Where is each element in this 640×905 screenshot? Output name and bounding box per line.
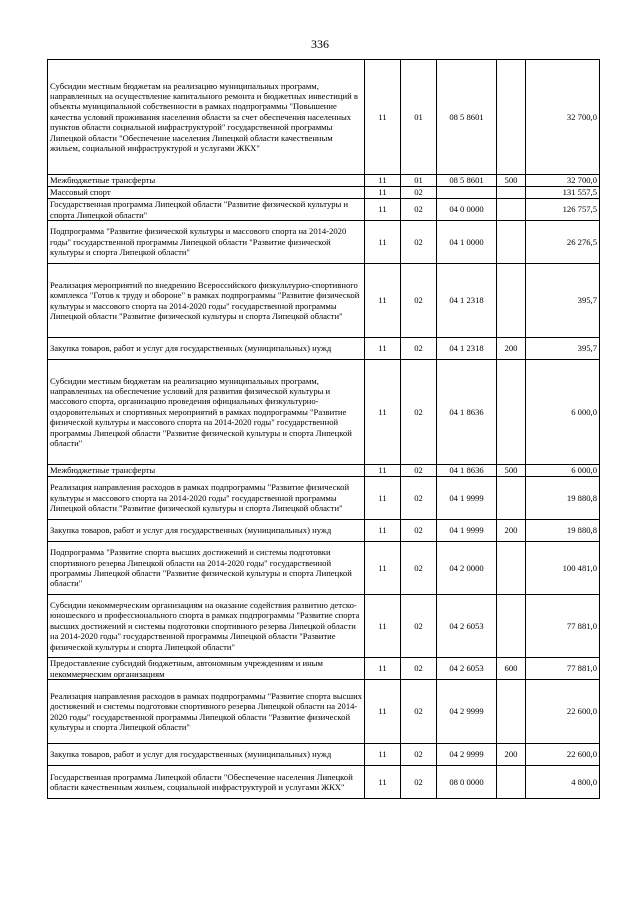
row-amount: 77 881,0 bbox=[526, 595, 600, 658]
row-section: 11 bbox=[365, 744, 401, 766]
row-name: Закупка товаров, работ и услуг для государственных (муниципальных) нужд bbox=[48, 744, 365, 766]
row-subsection: 02 bbox=[401, 465, 437, 477]
table-row bbox=[48, 542, 600, 595]
row-name: Закупка товаров, работ и услуг для государственных (муниципальных) нужд bbox=[48, 338, 365, 360]
row-amount: 6 000,0 bbox=[526, 360, 600, 465]
table-row bbox=[48, 264, 600, 338]
row-section: 11 bbox=[365, 338, 401, 360]
table-row bbox=[48, 60, 600, 175]
row-expense-type: 600 bbox=[497, 658, 526, 680]
row-amount: 126 757,5 bbox=[526, 199, 600, 221]
row-expense-type bbox=[497, 595, 526, 658]
row-expense-type: 200 bbox=[497, 338, 526, 360]
row-expense-type bbox=[497, 221, 526, 264]
table-row bbox=[48, 744, 600, 766]
row-amount: 100 481,0 bbox=[526, 542, 600, 595]
row-name: Субсидии местным бюджетам на реализацию муниципальных программ, направленных на обеспечение условий для развития физической культуры и массового спорта, организацию проведения официальных физкультурно-оздоровительных и спортивных мероприятий в рамках подпрограммы "Развитие физической культуры и массового спорта на 2014-2020 годы" государственной программы Липецкой области "Развитие физической культуры и спорта Липецкой области" bbox=[48, 360, 365, 465]
row-subsection: 02 bbox=[401, 520, 437, 542]
row-section: 11 bbox=[365, 542, 401, 595]
row-expense-type bbox=[497, 680, 526, 744]
row-expense-type bbox=[497, 60, 526, 175]
row-subsection: 02 bbox=[401, 199, 437, 221]
table-row bbox=[48, 658, 600, 680]
row-name: Межбюджетные трансферты bbox=[48, 465, 365, 477]
row-section: 11 bbox=[365, 221, 401, 264]
row-subsection: 02 bbox=[401, 264, 437, 338]
row-section: 11 bbox=[365, 187, 401, 199]
row-name: Подпрограмма "Развитие физической культуры и массового спорта на 2014-2020 годы" государственной программы Липецкой области "Развитие физической культуры и спорта Липецкой области" bbox=[48, 221, 365, 264]
row-name: Предоставление субсидий бюджетным, автономным учреждениям и иным некоммерческим организациям bbox=[48, 658, 365, 680]
row-subsection: 02 bbox=[401, 680, 437, 744]
row-amount: 6 000,0 bbox=[526, 465, 600, 477]
row-subsection: 02 bbox=[401, 338, 437, 360]
row-amount: 22 600,0 bbox=[526, 744, 600, 766]
row-target-article: 04 1 9999 bbox=[437, 477, 497, 520]
row-expense-type bbox=[497, 264, 526, 338]
row-subsection: 01 bbox=[401, 175, 437, 187]
table-row bbox=[48, 465, 600, 477]
row-target-article: 04 1 9999 bbox=[437, 520, 497, 542]
row-target-article: 04 1 8636 bbox=[437, 360, 497, 465]
row-section: 11 bbox=[365, 477, 401, 520]
row-target-article: 04 2 0000 bbox=[437, 542, 497, 595]
row-subsection: 02 bbox=[401, 542, 437, 595]
row-expense-type bbox=[497, 199, 526, 221]
row-expense-type bbox=[497, 477, 526, 520]
row-name: Подпрограмма "Развитие спорта высших достижений и системы подготовки спортивного резерва Липецкой области на 2014-2020 годы" государственной программы Липецкой области "Развитие физической культуры и спорта Липецкой области" bbox=[48, 542, 365, 595]
row-amount: 26 276,5 bbox=[526, 221, 600, 264]
row-amount: 4 800,0 bbox=[526, 766, 600, 799]
row-expense-type bbox=[497, 766, 526, 799]
table-row bbox=[48, 175, 600, 187]
row-target-article: 04 1 0000 bbox=[437, 221, 497, 264]
row-expense-type bbox=[497, 360, 526, 465]
row-expense-type: 500 bbox=[497, 175, 526, 187]
row-target-article: 04 0 0000 bbox=[437, 199, 497, 221]
row-section: 11 bbox=[365, 199, 401, 221]
row-amount: 131 557,5 bbox=[526, 187, 600, 199]
row-section: 11 bbox=[365, 360, 401, 465]
row-subsection: 02 bbox=[401, 221, 437, 264]
row-target-article: 04 2 9999 bbox=[437, 680, 497, 744]
table-row bbox=[48, 221, 600, 264]
row-amount: 77 881,0 bbox=[526, 658, 600, 680]
row-section: 11 bbox=[365, 766, 401, 799]
row-target-article: 04 1 2318 bbox=[437, 338, 497, 360]
row-section: 11 bbox=[365, 175, 401, 187]
row-expense-type bbox=[497, 542, 526, 595]
table-row bbox=[48, 360, 600, 465]
table-row bbox=[48, 520, 600, 542]
row-name: Массовый спорт bbox=[48, 187, 365, 199]
row-expense-type: 500 bbox=[497, 465, 526, 477]
row-name: Государственная программа Липецкой области "Обеспечение населения Липецкой области качественным жильем, социальной инфраструктурой и услугами ЖКХ" bbox=[48, 766, 365, 799]
table-row bbox=[48, 595, 600, 658]
table-row bbox=[48, 680, 600, 744]
row-target-article: 08 0 0000 bbox=[437, 766, 497, 799]
row-name: Субсидии местным бюджетам на реализацию муниципальных программ, направленных на осуществление капитального ремонта и бюджетных инвестиций в объекты муниципальной собственности в рамках подпрограммы "Повышение качества условий проживания населения области за счет обеспечения населенных пунктов области социальной инфраструктурой" государственной программы Липецкой области "Обеспечение населения Липецкой области качественным жильем, социальной инфраструктурой и услугами ЖКХ" bbox=[48, 60, 365, 175]
row-target-article: 04 2 6053 bbox=[437, 658, 497, 680]
row-name: Государственная программа Липецкой области "Развитие физической культуры и спорта Липецкой области" bbox=[48, 199, 365, 221]
row-amount: 19 880,8 bbox=[526, 477, 600, 520]
row-target-article: 08 5 8601 bbox=[437, 175, 497, 187]
row-target-article: 04 2 9999 bbox=[437, 744, 497, 766]
row-section: 11 bbox=[365, 680, 401, 744]
row-expense-type: 200 bbox=[497, 520, 526, 542]
row-subsection: 02 bbox=[401, 595, 437, 658]
row-name: Закупка товаров, работ и услуг для государственных (муниципальных) нужд bbox=[48, 520, 365, 542]
row-name: Субсидии некоммерческим организациям на оказание содействия развитию детско-юношеского и профессионального спорта в рамках подпрограммы "Развитие спорта высших достижений и системы подготовки спортивного резерва Липецкой области на 2014-2020 годы" государственной программы Липецкой области "Развитие физической культуры и спорта Липецкой области" bbox=[48, 595, 365, 658]
row-target-article: 04 1 2318 bbox=[437, 264, 497, 338]
budget-table-body bbox=[48, 60, 600, 799]
row-target-article bbox=[437, 187, 497, 199]
row-section: 11 bbox=[365, 60, 401, 175]
row-section: 11 bbox=[365, 658, 401, 680]
row-section: 11 bbox=[365, 264, 401, 338]
row-name: Реализация мероприятий по внедрению Всероссийского физкультурно-спортивного комплекса "Готов к труду и обороне" в рамках подпрограммы "Развитие физической культуры и массового спорта на 2014-2020 годы" государственной программы Липецкой области "Развитие физической культуры и спорта Липецкой области" bbox=[48, 264, 365, 338]
row-subsection: 02 bbox=[401, 360, 437, 465]
row-subsection: 02 bbox=[401, 477, 437, 520]
row-subsection: 02 bbox=[401, 744, 437, 766]
row-expense-type bbox=[497, 187, 526, 199]
row-section: 11 bbox=[365, 520, 401, 542]
row-amount: 22 600,0 bbox=[526, 680, 600, 744]
row-name: Реализация направления расходов в рамках подпрограммы "Развитие физической культуры и массового спорта на 2014-2020 годы" государственной программы Липецкой области "Развитие физической культуры и спорта Липецкой области" bbox=[48, 477, 365, 520]
row-amount: 19 880,8 bbox=[526, 520, 600, 542]
row-amount: 395,7 bbox=[526, 338, 600, 360]
row-name: Межбюджетные трансферты bbox=[48, 175, 365, 187]
table-row bbox=[48, 199, 600, 221]
table-row bbox=[48, 338, 600, 360]
row-subsection: 02 bbox=[401, 187, 437, 199]
row-amount: 32 700,0 bbox=[526, 60, 600, 175]
row-expense-type: 200 bbox=[497, 744, 526, 766]
row-target-article: 04 2 6053 bbox=[437, 595, 497, 658]
row-amount: 395,7 bbox=[526, 264, 600, 338]
row-target-article: 08 5 8601 bbox=[437, 60, 497, 175]
row-target-article: 04 1 8636 bbox=[437, 465, 497, 477]
row-section: 11 bbox=[365, 595, 401, 658]
table-row bbox=[48, 187, 600, 199]
row-subsection: 02 bbox=[401, 766, 437, 799]
row-amount: 32 700,0 bbox=[526, 175, 600, 187]
table-row bbox=[48, 766, 600, 799]
budget-table bbox=[47, 59, 600, 799]
table-row bbox=[48, 477, 600, 520]
page-number: 336 bbox=[311, 37, 329, 51]
row-section: 11 bbox=[365, 465, 401, 477]
row-name: Реализация направления расходов в рамках подпрограммы "Развитие спорта высших достижений и системы подготовки спортивного резерва Липецкой области на 2014-2020 годы" государственной программы Липецкой области "Развитие физической культуры и спорта Липецкой области" bbox=[48, 680, 365, 744]
row-subsection: 01 bbox=[401, 60, 437, 175]
row-subsection: 02 bbox=[401, 658, 437, 680]
